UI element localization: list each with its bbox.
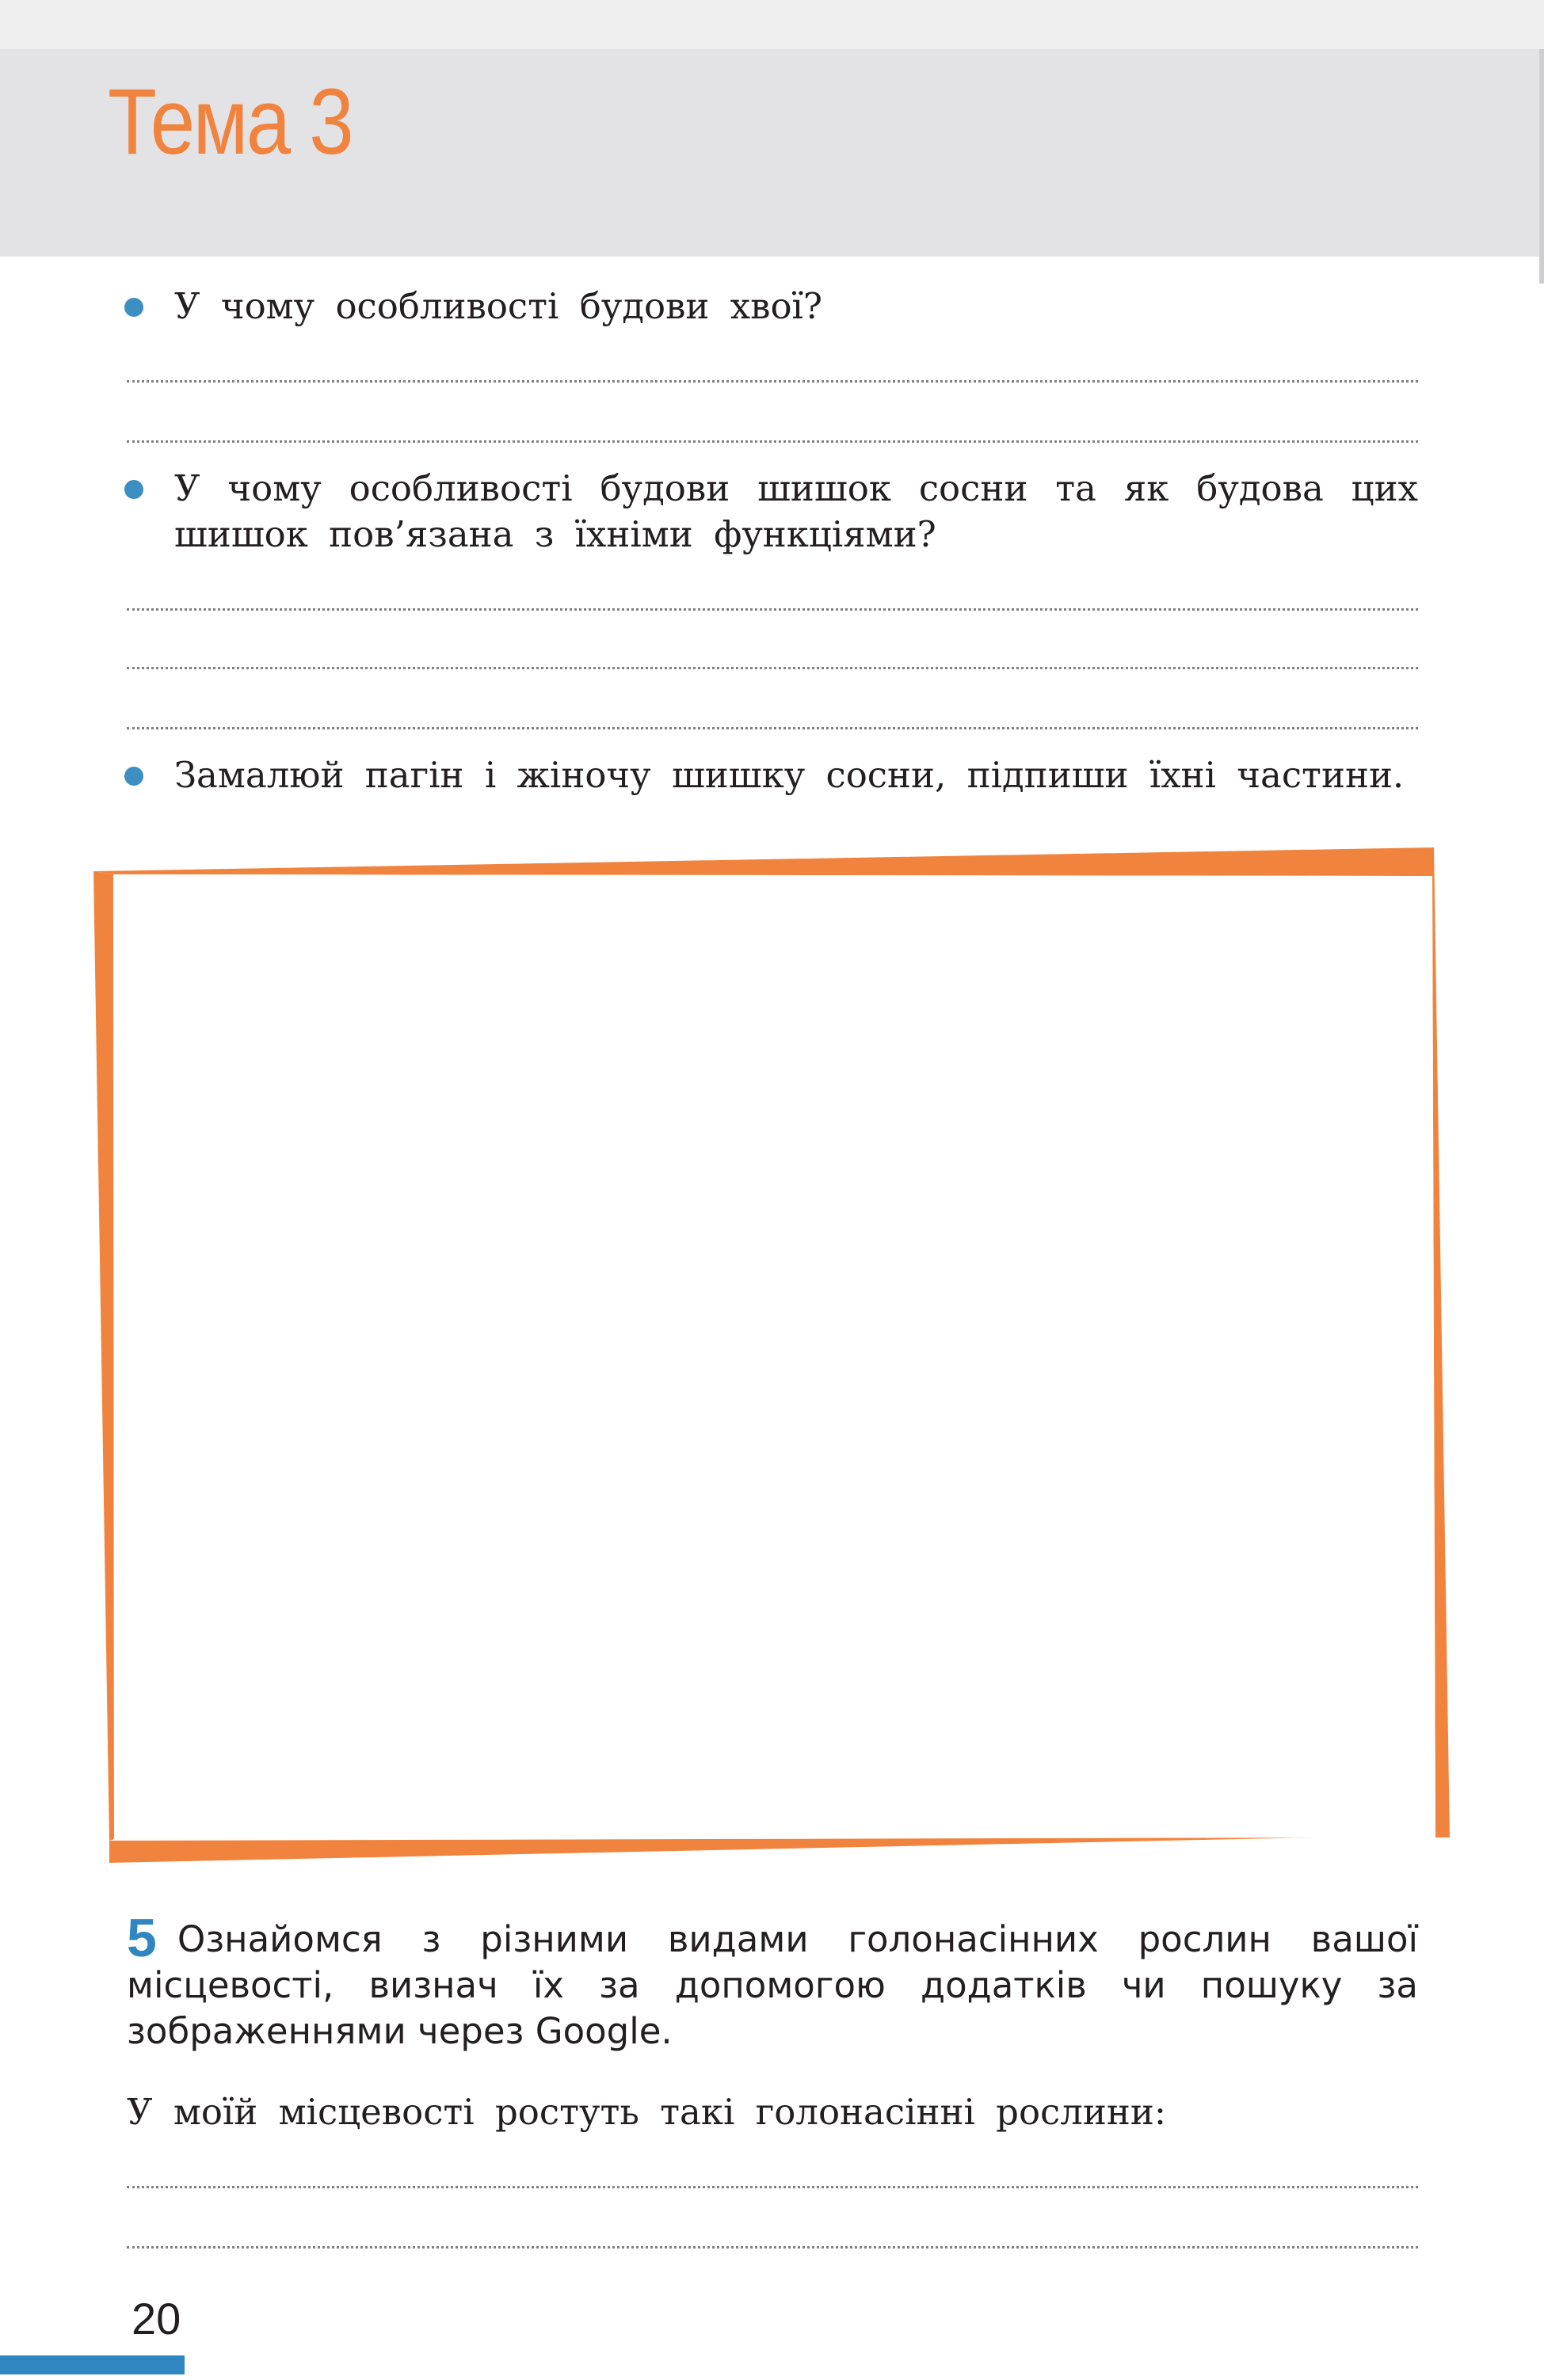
frame-bottom-edge — [109, 1837, 1315, 1863]
task-block — [127, 1908, 1418, 2054]
answer-line[interactable] — [127, 2246, 1418, 2249]
question-text: У чому особливості будови шишок сосни та як будова цих шишок пов’язана з їхніми функціями? — [174, 467, 1418, 555]
task-text: Ознайомся з різними видами голонасінних рослин вашої місцевості, визнач їх за допомогою додатків чи пошуку за зображеннями через Google. — [127, 1918, 1418, 2052]
frame-top-edge — [93, 847, 1434, 876]
answer-line[interactable] — [127, 2186, 1418, 2188]
task-number: 5 — [127, 1908, 157, 1968]
page-bar — [0, 2355, 185, 2374]
drawing-area[interactable] — [113, 874, 1435, 1839]
frame-left-edge — [93, 871, 114, 1841]
topic-title: Тема 3 — [108, 70, 353, 174]
page-number: 20 — [132, 2294, 181, 2344]
question-text: Замалюй пагін і жіночу шишку сосни, підпиши їхні частини. — [174, 754, 1405, 796]
question-text: У чому особливості будови хвої? — [174, 285, 823, 327]
answer-lead: У моїй місцевості ростуть такі голонасінні рослини: — [127, 2091, 1166, 2133]
